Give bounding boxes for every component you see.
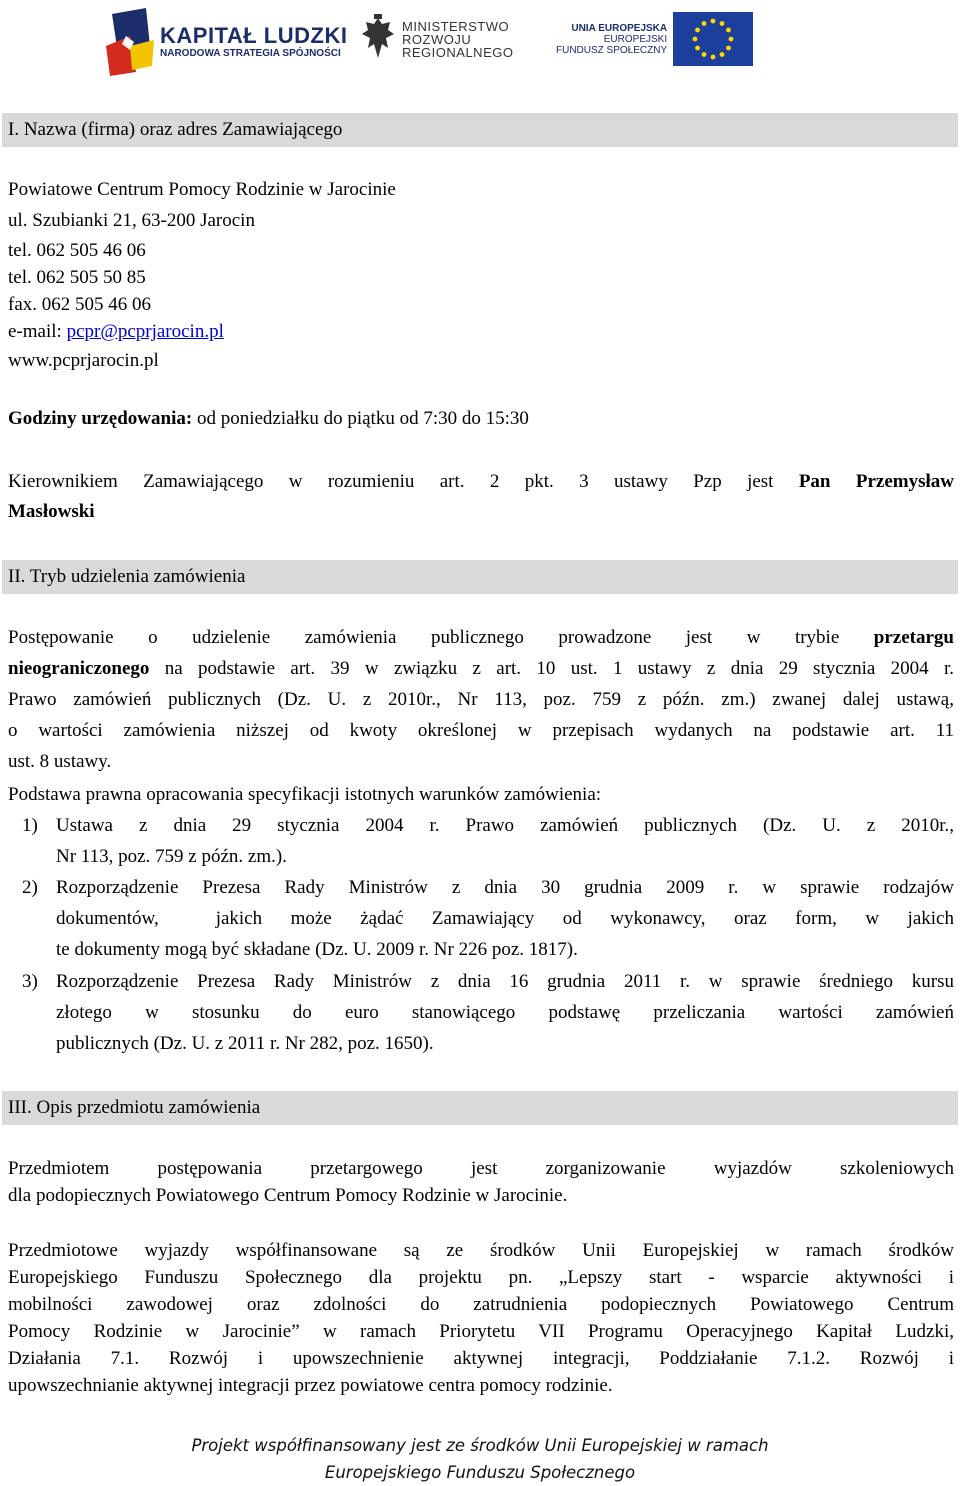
list-item-3 — [56, 971, 954, 1055]
phone-2: tel. 062 505 50 85 — [8, 267, 146, 288]
list-item-1-line-2: Nr 113, poz. 759 z późn. zm.). — [56, 846, 287, 867]
section-1-heading-bar — [2, 113, 958, 147]
list-item-2 — [56, 877, 954, 961]
ministerstwo-line1: MINISTERSTWO — [402, 18, 510, 34]
ue-line3: FUNDUSZ SPOŁECZNY — [556, 44, 668, 56]
procedure-l1a: Postępowanie o udzielenie zamówienia publicznego prowadzone jest w trybie — [8, 627, 874, 648]
list-item-3-line-1: Rozporządzenie Prezesa Rady Ministrów z dnia 16 grudnia 2011 r. w sprawie średniego kursu — [56, 971, 954, 992]
section-3-heading: III. Opis przedmiotu zamówienia — [8, 1097, 261, 1118]
ministerstwo-logo — [360, 14, 513, 64]
ue-line1: UNIA EUROPEJSKA — [571, 22, 668, 34]
ministerstwo-line2: ROZWOJU — [402, 31, 472, 47]
kapital-ludzki-logo — [106, 6, 347, 78]
email-link[interactable]: pcpr@pcprjarocin.pl — [66, 321, 224, 342]
procedure-l2a: nieograniczonego — [8, 658, 150, 679]
footer-line-1: Projekt współfinansowany jest ze środków Unii Europejskiej w ramach — [191, 1436, 769, 1455]
subject-p2-line-6: upowszechnianie aktywnej integracji przez powiatowe centra pomocy rodzinie. — [8, 1375, 613, 1396]
office-hours-value: od poniedziałku do piątku od 7:30 do 15:30 — [192, 408, 529, 429]
subject-p2-line-2: Europejskiego Funduszu Społecznego dla projektu pn. „Lepszy start - wsparcie aktywności i — [8, 1267, 954, 1288]
institution-address: ul. Szubianki 21, 63-200 Jarocin — [8, 210, 255, 231]
kapital-ludzki-emblem-icon — [106, 6, 154, 78]
list-item-2-line-2: dokumentów, jakich może żądać Zamawiający od wykonawcy, oraz form, w jakich — [56, 908, 954, 929]
procedure-l1b: przetargu — [873, 627, 954, 648]
phone-1: tel. 062 505 46 06 — [8, 240, 146, 261]
subject-p1-line-2: dla podopiecznych Powiatowego Centrum Pomocy Rodzinie w Jarocinie. — [8, 1185, 568, 1206]
fax-number: fax. 062 505 46 06 — [8, 294, 152, 315]
list-item-1-number: 1) — [22, 815, 38, 836]
list-item-2-number: 2) — [22, 877, 38, 898]
procedure-paragraph — [8, 627, 954, 773]
procedure-l2b: na podstawie art. 39 w związku z art. 10 ust. 1 ustawy z dnia 29 stycznia 2004 r. — [149, 658, 954, 679]
list-item-1 — [56, 815, 954, 868]
page-footer — [0, 1432, 960, 1486]
section-3-heading-bar — [2, 1091, 958, 1125]
manager-paragraph — [8, 471, 954, 523]
list-item-3-line-3: publicznych (Dz. U. z 2011 r. Nr 282, poz. 1650). — [56, 1033, 434, 1054]
subject-p1-line-1: Przedmiotem postępowania przetargowego jest zorganizowanie wyjazdów szkoleniowych — [8, 1158, 954, 1179]
subject-p2-line-4: Pomocy Rodzinie w Jarocinie” w ramach Priorytetu VII Programu Operacyjnego Kapitał Ludzki, — [8, 1321, 954, 1342]
office-hours-label: Godziny urzędowania: — [8, 408, 193, 429]
manager-name-1: Pan Przemysław — [798, 471, 954, 492]
subject-p2-line-1: Przedmiotowe wyjazdy współfinansowane są ze środków Unii Europejskiej w ramach środków — [8, 1240, 954, 1261]
website: www.pcprjarocin.pl — [8, 350, 159, 371]
header-logos — [0, 0, 960, 92]
section-1-heading: I. Nazwa (firma) oraz adres Zamawiającego — [8, 119, 343, 140]
list-item-3-number: 3) — [22, 971, 38, 992]
list-item-2-line-1: Rozporządzenie Prezesa Rady Ministrów z dnia 30 grudnia 2009 r. w sprawie rodzajów — [56, 877, 954, 898]
subject-paragraph-1 — [8, 1158, 954, 1207]
ue-line2: EUROPEJSKI — [603, 33, 668, 45]
procedure-l5: ust. 8 ustawy. — [8, 751, 112, 772]
procedure-l4: o wartości zamówienia niższej od kwoty określonej w przepisach wydanych na podstawie art. 11 — [8, 720, 954, 741]
office-hours — [8, 408, 529, 430]
polish-eagle-icon — [360, 14, 396, 64]
list-item-2-line-3: te dokumenty mogą być składane (Dz. U. 2009 r. Nr 226 poz. 1817). — [56, 939, 578, 960]
list-item-1-line-1: Ustawa z dnia 29 stycznia 2004 r. Prawo zamówień publicznych (Dz. U. z 2010r., — [56, 815, 954, 836]
ministerstwo-line3: REGIONALNEGO — [402, 44, 514, 60]
section-2-heading-bar — [2, 560, 958, 594]
legal-basis-label: Podstawa prawna opracowania specyfikacji istotnych warunków zamówienia: — [8, 784, 602, 805]
eu-flag-icon — [673, 12, 753, 66]
subject-p2-line-3: mobilności zawodowej oraz zdolności do zatrudnienia podopiecznych Powiatowego Centrum — [8, 1294, 954, 1315]
list-item-3-line-2: złotego w stosunku do euro stanowiącego podstawę przeliczania wartości zamówień — [56, 1002, 954, 1023]
manager-name-2: Masłowski — [8, 501, 95, 522]
footer-line-2: Europejskiego Funduszu Społecznego — [324, 1463, 636, 1482]
institution-name: Powiatowe Centrum Pomocy Rodzinie w Jarocinie — [8, 179, 396, 200]
email-label: e-mail: — [8, 321, 67, 342]
manager-text: Kierownikiem Zamawiającego w rozumieniu art. 2 pkt. 3 ustawy Pzp jest — [8, 471, 799, 492]
kapital-ludzki-subtitle: NARODOWA STRATEGIA SPÓJNOŚCI — [160, 48, 341, 59]
section-2-heading: II. Tryb udzielenia zamówienia — [8, 566, 246, 587]
procedure-l3: Prawo zamówień publicznych (Dz. U. z 2010r., Nr 113, poz. 759 z późn. zm.) zwanej dalej ustawą, — [8, 689, 954, 710]
kapital-ludzki-title: KAPITAŁ LUDZKI — [160, 23, 348, 48]
email-line — [8, 321, 224, 343]
unia-europejska-logo — [556, 12, 753, 66]
subject-p2-line-5: Działania 7.1. Rozwój i upowszechnienie aktywnej integracji, Poddziałanie 7.1.2. Rozwój i — [8, 1348, 954, 1369]
subject-paragraph-2 — [8, 1240, 954, 1397]
